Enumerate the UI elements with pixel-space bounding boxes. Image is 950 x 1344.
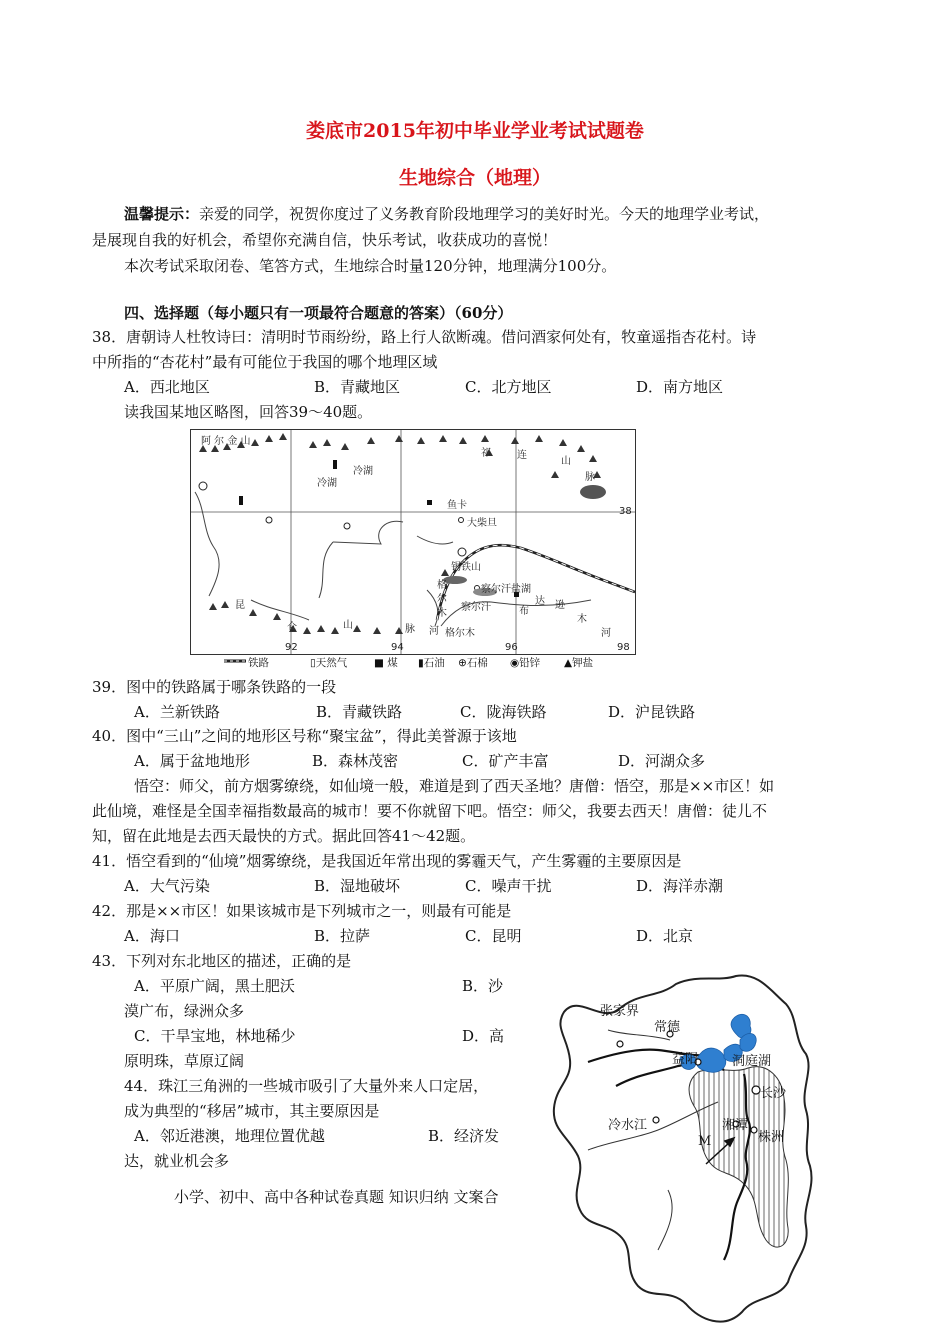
changsha-label: 长沙 — [760, 1086, 787, 1101]
q44-text-1: 44．珠江三角洲的一些城市吸引了大量外来人口定居， — [124, 1077, 489, 1095]
q40-option-d[interactable]: D．河湖众多 — [618, 752, 706, 770]
q43-option-d-cont: 原明珠，草原辽阔 — [124, 1052, 245, 1070]
q41-option-b[interactable]: B．湿地破坏 — [314, 877, 401, 895]
q38-option-a[interactable]: A．西北地区 — [124, 378, 210, 396]
dabuxun-label-5: 河 — [601, 628, 611, 639]
q41-text: 41．悟空看到的“仙境”烟雾缭绕，是我国近年常出现的雾霾天气，产生雾霾的主要原因是 — [92, 852, 682, 870]
story-text-1: 悟空：师父，前方烟雾缭绕，如仙境一般，难道是到了西天圣地？唐僧：悟空，那是××市区！如 — [134, 777, 775, 795]
legend-asbestos: ⊕石棉 — [458, 657, 488, 669]
legend-leadzinc-label: 铅锌 — [519, 657, 541, 669]
dabuxun-label-3: 逊 — [555, 600, 565, 611]
legend-railway: 铁路 — [248, 657, 269, 669]
dabuxun-label-2: 布 — [519, 606, 529, 617]
q39-text: 39．图中的铁路属于哪条铁路的一段 — [92, 678, 337, 696]
lenghu-top-label: 冷湖 — [353, 466, 373, 477]
q43-option-b-cont: 漠广布，绿洲众多 — [124, 1002, 245, 1020]
tip-text-2: 是展现自我的好机会，希望你充满自信，快乐考试，收获成功的喜悦！ — [92, 231, 558, 249]
lon-96-label: 96 — [505, 642, 518, 653]
tip-paragraph — [124, 203, 769, 225]
xitieshan-label: 锡铁山 — [451, 562, 481, 573]
q38-option-b[interactable]: B．青藏地区 — [314, 378, 401, 396]
zhangjiajie-label: 张家界 — [600, 1004, 640, 1019]
legend-railway-icon — [224, 656, 246, 668]
legend-potash: ▲钾盐 — [564, 657, 594, 669]
dabuxun-label-4: 木 — [577, 614, 587, 625]
exam-subtitle: 生地综合（地理） — [398, 167, 551, 189]
map-intro: 读我国某地区略图，回答39～40题。 — [124, 403, 373, 421]
geermu-label: 格尔木 — [445, 628, 475, 639]
kunlun-label-4: 脉 — [405, 624, 415, 635]
kunlun-label-3: 山 — [343, 620, 353, 631]
q40-text: 40．图中“三山”之间的地形区号称“聚宝盆”，得此美誉源于该地 — [92, 727, 517, 745]
lenghu-label: 冷湖 — [317, 478, 337, 489]
legend-coal-label: 煤 — [387, 657, 398, 669]
legend-oil-label: 石油 — [423, 657, 445, 669]
q43-option-b[interactable]: B．沙 — [462, 977, 504, 995]
q43-option-d[interactable]: D．高 — [462, 1027, 505, 1045]
legend-gas: ▯天然气 — [310, 657, 348, 669]
dachaidan-label: 大柴旦 — [467, 518, 497, 529]
kunlun-label-2: 仑 — [287, 622, 297, 633]
qilian-label-2: 连 — [517, 450, 527, 461]
tip-text-1: 亲爱的同学，祝贺你度过了义务教育阶段地理学习的美好时光。今天的地理学业考试， — [199, 205, 770, 223]
hunan-map — [548, 970, 816, 1335]
dabuxun-label-1: 达 — [535, 596, 545, 607]
tip-text-3: 本次考试采取闭卷、笔答方式，生地综合时量120分钟，地理满分100分。 — [124, 257, 617, 275]
qilian-label-4: 脉 — [585, 472, 595, 483]
footer-text: 小学、初中、高中各种试卷真题 知识归纳 文案合 — [174, 1188, 499, 1206]
q42-option-b[interactable]: B．拉萨 — [314, 927, 371, 945]
q42-option-a[interactable]: A．海口 — [124, 927, 180, 945]
chaerhan-lake-label: 察尔汗盐湖 — [481, 584, 531, 595]
legend-leadzinc: ◉铅锌 — [510, 657, 541, 669]
section-heading: 四、选择题（每小题只有一项最符合题意的答案）（60分） — [124, 304, 513, 322]
q41-option-c[interactable]: C．噪声干扰 — [465, 877, 552, 895]
geer-river-label-1: 格 — [437, 580, 447, 591]
q44-option-a[interactable]: A．邻近港澳，地理位置优越 — [134, 1127, 325, 1145]
geer-river-label-4: 河 — [429, 626, 439, 637]
q39-option-a[interactable]: A．兰新铁路 — [134, 703, 220, 721]
q42-option-c[interactable]: C．昆明 — [465, 927, 522, 945]
lon-94-label: 94 — [391, 642, 404, 653]
geer-river-label-3: 木 — [437, 608, 447, 619]
story-text-3: 知，留在此地是去西天最快的方式。据此回答41～42题。 — [92, 827, 476, 845]
kunlun-label-1: 昆 — [235, 600, 245, 611]
exam-title: 娄底市2015年初中毕业学业考试试题卷 — [306, 120, 644, 142]
q42-option-d[interactable]: D．北京 — [636, 927, 694, 945]
q44-text-2: 成为典型的“移居”城市，其主要原因是 — [124, 1102, 380, 1120]
tip-label: 温馨提示： — [124, 205, 200, 223]
story-text-2: 此仙境，难怪是全国幸福指数最高的城市！要不你就留下吧。悟空：师父，我要去西天！唐僧：徒儿不 — [92, 802, 768, 820]
q43-option-a[interactable]: A．平原广阔，黑土肥沃 — [134, 977, 295, 995]
qilian-label-3: 山 — [561, 456, 571, 467]
lon-92-label: 92 — [285, 642, 298, 653]
dongtinghu-label: 洞庭湖 — [732, 1054, 772, 1069]
q39-option-b[interactable]: B．青藏铁路 — [316, 703, 403, 721]
lengshuijiang-label: 冷水江 — [608, 1118, 648, 1133]
q44-option-b[interactable]: B．经济发 — [428, 1127, 500, 1145]
q38-text-2: 中所指的“杏花村”最有可能位于我国的哪个地理区域 — [92, 353, 438, 371]
q43-option-c[interactable]: C．干旱宝地，林地稀少 — [134, 1027, 296, 1045]
xiangtan-label: 湘潭 — [722, 1118, 749, 1133]
q40-option-c[interactable]: C．矿产丰富 — [462, 752, 549, 770]
legend-potash-label: 钾盐 — [572, 657, 594, 669]
q42-text: 42．那是××市区！如果该城市是下列城市之一，则最有可能是 — [92, 902, 512, 920]
q43-text: 43．下列对东北地区的描述，正确的是 — [92, 952, 352, 970]
legend-gas-label: 天然气 — [315, 657, 348, 669]
qaidam-map-legend — [190, 655, 634, 671]
changde-label: 常德 — [654, 1020, 681, 1035]
q40-option-a[interactable]: A．属于盆地地形 — [134, 752, 250, 770]
q38-option-c[interactable]: C．北方地区 — [465, 378, 552, 396]
lat-38-label: 38 — [619, 506, 632, 517]
qaidam-map — [190, 429, 636, 655]
aerjin-mountains-label: 阿 尔 金 山 — [201, 436, 251, 447]
yuka-label: 鱼卡 — [447, 500, 467, 511]
legend-coal: ■ 煤 — [374, 657, 398, 669]
zhuzhou-label: 株洲 — [758, 1130, 785, 1145]
q38-option-d[interactable]: D．南方地区 — [636, 378, 724, 396]
q40-option-b[interactable]: B．森林茂密 — [312, 752, 399, 770]
legend-asbestos-label: 石棉 — [466, 657, 488, 669]
geer-river-label-2: 尔 — [437, 594, 447, 605]
qilian-label-1: 祁 — [481, 448, 491, 459]
q38-text-1: 38．唐朝诗人杜牧诗曰：清明时节雨纷纷，路上行人欲断魂。借问酒家何处有，牧童遥指杏花村。诗 — [92, 328, 757, 346]
q39-option-c[interactable]: C．陇海铁路 — [460, 703, 547, 721]
q44-option-b-cont: 达，就业机会多 — [124, 1152, 230, 1170]
legend-oil: ▮石油 — [418, 657, 445, 669]
lon-98-label: 98 — [617, 642, 630, 653]
hunan-map-drawing — [548, 970, 816, 1335]
m-label: M — [698, 1134, 712, 1149]
q41-option-d[interactable]: D．海洋赤潮 — [636, 877, 724, 895]
chaerhan-label: 察尔汗 — [461, 602, 491, 613]
yiyang-label: 益阳 — [672, 1052, 699, 1067]
q39-option-d[interactable]: D．沪昆铁路 — [608, 703, 696, 721]
q41-option-a[interactable]: A．大气污染 — [124, 877, 210, 895]
